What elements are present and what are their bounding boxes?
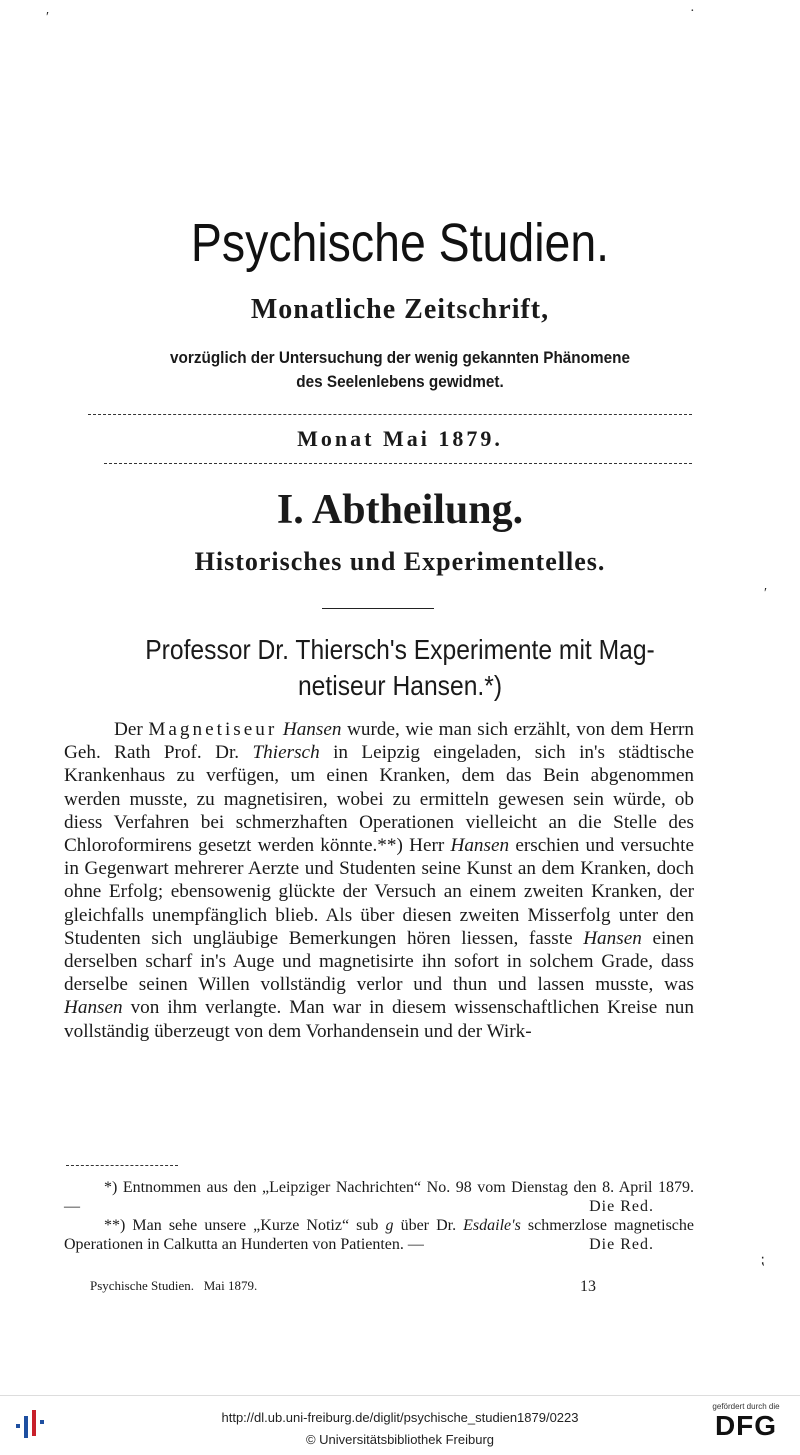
body-text-italic: Hansen — [282, 719, 342, 740]
body-text-run: einen derselben scharf in's Auge und magnetisirte ihn sofort in solchem Grade, dass derselbe seinen Willen vollständig verlor und thun und lassen musste, was — [64, 927, 694, 996]
body-text-run: in Leipzig eingeladen, sich in's städtische Krankenhaus zu verfügen, um einen Kranken, dem das Bein abgenommen werden musste, zu magnetisiren, wobei zu ermitteln gewesen sein würde, ob diess Verfahren bei schmerzhaften Operationen vielleicht an die Stelle des Chloroformirens gesetzt werden könnte.**) Herr — [64, 742, 694, 857]
body-text-run: Der — [114, 719, 149, 740]
article-title-line: netiseur Hansen.*) — [297, 670, 503, 701]
journal-description-line: des Seelenlebens gewidmet. — [296, 372, 504, 391]
journal-description — [40, 346, 760, 394]
body-text-italic: Thiersch — [252, 742, 320, 764]
dfg-logo — [706, 1402, 786, 1441]
copyright-notice: © Universitätsbibliothek Freiburg — [305, 1432, 495, 1447]
header-rule-top — [88, 414, 692, 415]
footnote-signature: Die Red. — [589, 1236, 654, 1253]
footnote-2 — [64, 1216, 694, 1254]
footnote-italic: g — [385, 1217, 394, 1234]
footnote-text: schmerzlose magnetische Operationen in Calkutta an Hunderten von Patienten. — — [64, 1217, 695, 1253]
section-title: I. Abtheilung. — [276, 487, 524, 533]
footnote-text: über Dr. — [393, 1217, 464, 1234]
header-rule-bottom — [104, 463, 692, 464]
footnote-separator — [66, 1165, 178, 1166]
scan-speck: ⁏ — [760, 1253, 765, 1268]
issue-date: Monat Mai 1879. — [297, 426, 503, 451]
article-title-line: Professor Dr. Thiersch's Experimente mit Mag- — [145, 634, 655, 665]
section-subtitle: Historisches und Experimentelles. — [194, 547, 606, 576]
dfg-tagline: gefördert durch die — [712, 1402, 780, 1411]
dfg-logo-text: DFG — [714, 1410, 778, 1441]
body-text-italic: Hansen — [583, 927, 642, 949]
page-number: 13 — [580, 1278, 596, 1295]
footnote-italic: Esdaile's — [463, 1217, 521, 1234]
body-text-run: von ihm verlangte. Man war in diesem wissenschaftlichen Kreise nun vollständig überzeugt von dem Vorhandensein und der Wirk- — [64, 997, 694, 1042]
running-footer-date: Mai 1879. — [203, 1278, 258, 1293]
body-text-italic: Hansen — [450, 835, 510, 857]
body-text-run: wurde, wie man sich erzählt, von dem Herrn Geh. Rath Prof. Dr. — [64, 719, 695, 764]
running-footer-journal: Psychische Studien. — [90, 1278, 194, 1293]
viewer-footer-bar — [0, 1395, 800, 1455]
footnote-signature: Die Red. — [589, 1198, 654, 1215]
article-body — [64, 718, 694, 1043]
body-text-italic: Hansen — [64, 997, 123, 1019]
running-footer — [90, 1278, 690, 1294]
journal-description-line: vorzüglich der Untersuchung der wenig gekannten Phänomene — [170, 348, 630, 367]
article-title — [48, 632, 752, 704]
journal-subtitle: Monatliche Zeitschrift, — [250, 294, 550, 325]
footnote-1 — [64, 1178, 694, 1216]
scan-speck: ′ — [764, 586, 768, 601]
journal-title: Psychische Studien. — [190, 213, 610, 273]
scan-speck: ′ — [46, 10, 50, 25]
footnote-text: *) Entnommen aus den „Leipziger Nachrichten“ No. 98 vom Dienstag den 8. April 1879. — — [64, 1179, 694, 1215]
body-text-run: erschien und versuchte in Gegenwart mehrerer Aerzte und Studenten seine Kunst an dem Kranken, doch ohne Erfolg; ebensowenig glückte der Versuch an einem zweiten Kranken, der gleichfalls unempfänglich blieb. Als über diesen zweiten Misserfolg unter den Studenten sich ungläubige Bemerkungen hören liessen, fasste — [64, 835, 694, 949]
section-divider — [322, 608, 434, 609]
scan-speck: · — [690, 4, 695, 19]
permalink-url[interactable]: http://dl.ub.uni-freiburg.de/diglit/psychische_studien1879/0223 — [221, 1410, 579, 1425]
body-text-spaced: Magnetiseur — [148, 719, 278, 740]
footnote-text: **) Man sehe unsere „Kurze Notiz“ sub — [104, 1217, 386, 1234]
